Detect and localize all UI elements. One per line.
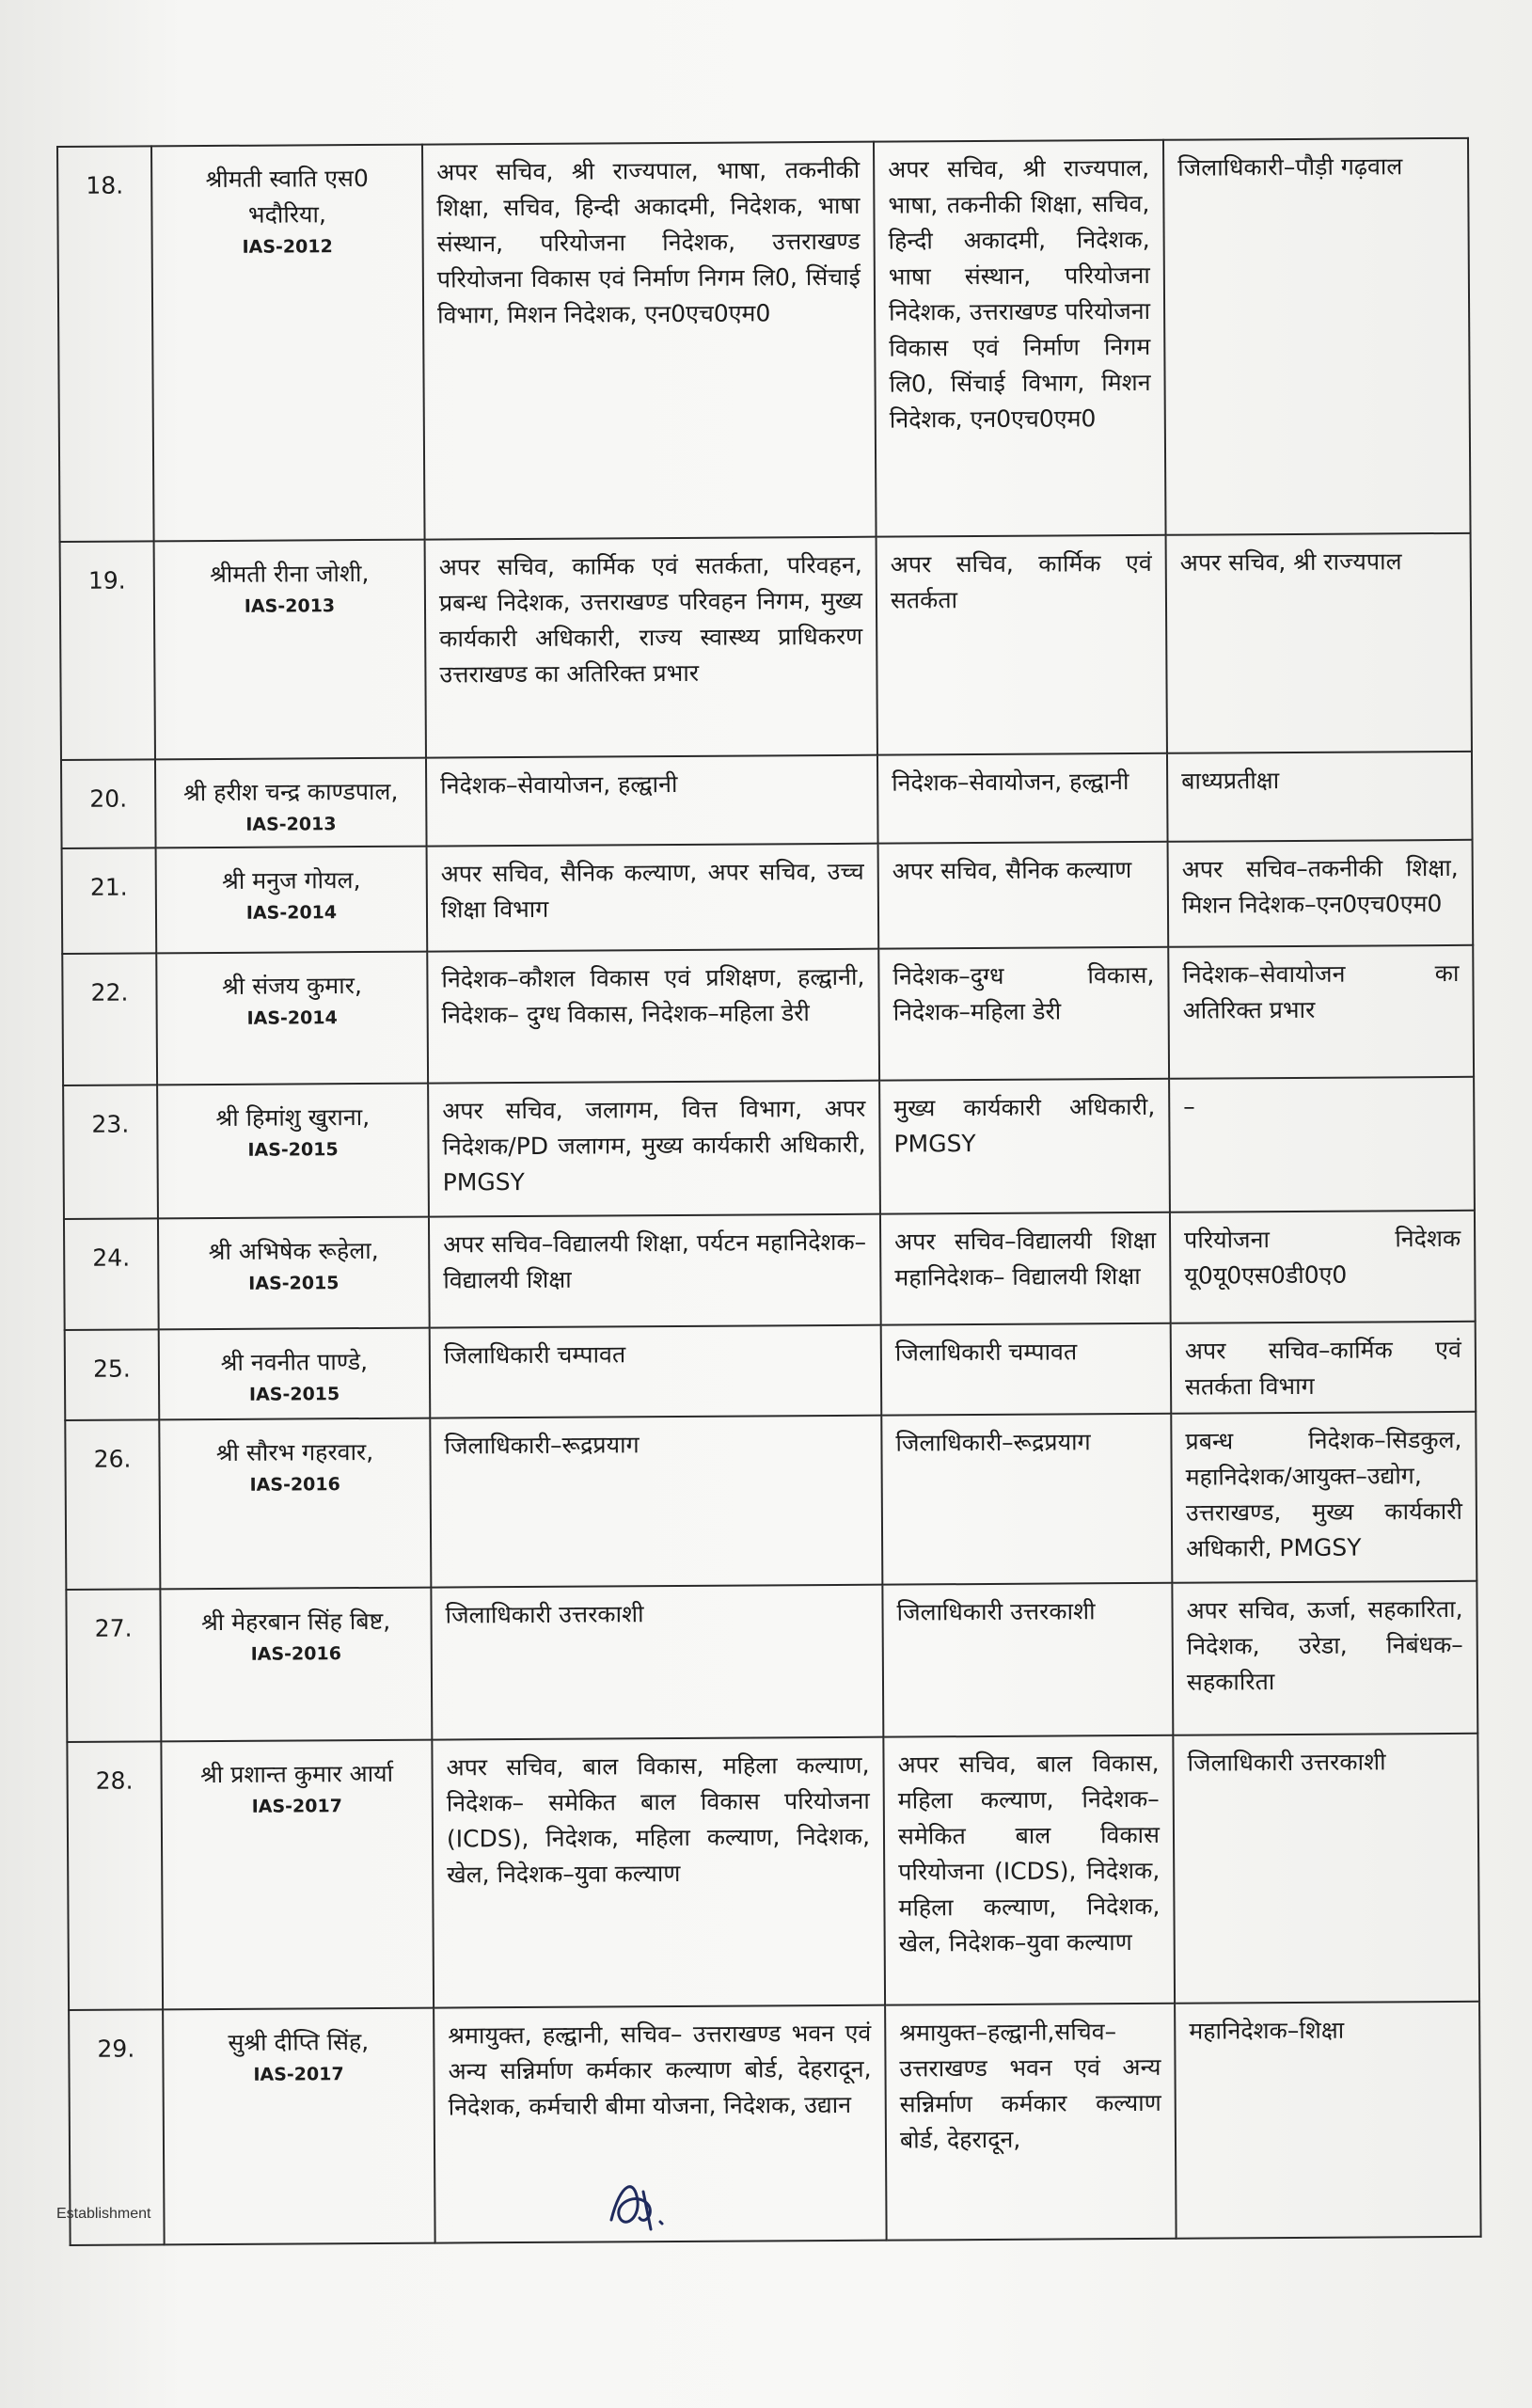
- new-posting-cell: जिलाधिकारी उत्तरकाशी: [1173, 1734, 1479, 2004]
- removed-posting-cell: अपर सचिव, सैनिक कल्याण: [878, 842, 1169, 949]
- officer-name-cell: [159, 1328, 431, 1420]
- current-posting-cell: जिलाधिकारी चम्पावत: [430, 1325, 882, 1418]
- officer-name-cell: [161, 1740, 434, 2010]
- officer-name: श्री मेहरबान सिंह बिष्ट,: [200, 1607, 391, 1637]
- officer-name-cell: [157, 1084, 429, 1219]
- officer-name: श्री हरीश चन्द्र काण्डपाल,: [182, 777, 399, 807]
- serial-number-cell: 20.: [61, 759, 156, 848]
- serial-number-cell: 25.: [65, 1329, 160, 1420]
- serial-number-cell: 22.: [62, 953, 157, 1085]
- officer-batch: IAS-2015: [247, 1139, 339, 1161]
- officer-name: श्री प्रशान्त कुमार आर्या: [199, 1759, 394, 1789]
- table-row: [60, 533, 1472, 760]
- officer-batch: IAS-2017: [253, 2064, 344, 2085]
- officer-name-cell: [154, 540, 426, 760]
- officer-name: श्रीमती रीना जोशी,: [210, 559, 370, 589]
- serial-number-cell: 24.: [64, 1218, 159, 1330]
- officer-batch: IAS-2015: [248, 1273, 340, 1294]
- officer-name-cell: [156, 952, 428, 1085]
- serial-number-cell: 29.: [69, 2009, 165, 2245]
- current-posting-cell: अपर सचिव, बाल विकास, महिला कल्याण, निदेशक– समेकित बाल विकास परियोजना (ICDS), निदेशक, महिला कल्याण, निदेशक, खेल, निदेशक–युवा कल्याण: [432, 1737, 885, 2008]
- table-row: [61, 752, 1473, 848]
- current-posting-cell: जिलाधिकारी–रूद्रप्रयाग: [430, 1416, 882, 1588]
- serial-number-cell: 23.: [63, 1085, 158, 1219]
- officer-batch: IAS-2016: [249, 1474, 340, 1496]
- current-posting-cell: निदेशक–कौशल विकास एवं प्रशिक्षण, हल्द्वानी, निदेशक– दुग्ध विकास, निदेशक–महिला डेरी: [427, 949, 879, 1084]
- new-posting-cell: –: [1169, 1077, 1475, 1212]
- transfer-table: [56, 137, 1482, 2246]
- removed-posting-cell: निदेशक–दुग्ध विकास, निदेशक–महिला डेरी: [878, 947, 1169, 1081]
- table-row: [69, 2002, 1480, 2245]
- officer-name: श्री नवनीत पाण्डे,: [220, 1348, 369, 1376]
- officer-name: श्री अभिषेक रूहेला,: [208, 1236, 379, 1266]
- current-posting-cell: अपर सचिव, जलागम, वित्त विभाग, अपर निदेशक/PD जलागम, मुख्य कार्यकारी अधिकारी, PMGSY: [428, 1081, 880, 1217]
- table-row: [62, 945, 1474, 1085]
- officer-name: श्री मनुज गोयल,: [221, 866, 361, 895]
- new-posting-cell: अपर सचिव–कार्मिक एवं सतर्कता विभाग: [1171, 1322, 1477, 1414]
- officer-batch: IAS-2014: [246, 1007, 338, 1029]
- officer-batch: IAS-2014: [245, 902, 338, 924]
- removed-posting-cell: जिलाधिकारी उत्तरकाशी: [882, 1583, 1173, 1737]
- removed-posting-cell: मुख्य कार्यकारी अधिकारी, PMGSY: [879, 1079, 1170, 1214]
- signature-icon: [602, 2163, 696, 2239]
- new-posting-cell: अपर सचिव, ऊर्जा, सहकारिता, निदेशक, उरेडा, निबंधक–सहकारिता: [1172, 1581, 1477, 1735]
- officer-name-cell: [163, 2008, 435, 2245]
- officer-batch: IAS-2013: [245, 814, 337, 835]
- table-row: [63, 1077, 1475, 1219]
- serial-number-cell: 28.: [67, 1741, 163, 2010]
- serial-number-cell: 19.: [60, 541, 155, 760]
- table-row: [65, 1322, 1477, 1420]
- officer-batch: IAS-2016: [250, 1643, 341, 1665]
- removed-posting-cell: श्रमायुक्त–हल्द्वानी,सचिव–उत्तराखण्ड भवन एवं अन्य सन्निर्माण कर्मकार कल्याण बोर्ड, देहरादून,: [885, 2004, 1177, 2241]
- current-posting-cell: अपर सचिव, श्री राज्यपाल, भाषा, तकनीकी शिक्षा, सचिव, हिन्दी अकादमी, निदेशक, भाषा संस्थान, परियोजना निदेशक, उत्तराखण्ड परियोजना विकास एवं निर्माण निगम लि0, सिंचाई विभाग, मिशन निदेशक, एन0एच0एम0: [422, 142, 877, 540]
- officer-name-cell: [151, 145, 425, 542]
- table-row: [62, 840, 1474, 954]
- serial-number-cell: 27.: [66, 1589, 161, 1742]
- officer-batch: IAS-2017: [251, 1796, 342, 1817]
- current-posting-cell: जिलाधिकारी उत्तरकाशी: [431, 1585, 883, 1740]
- officer-name: श्री हिमांशु खुराना,: [215, 1102, 371, 1132]
- removed-posting-cell: अपर सचिव, कार्मिक एवं सतर्कता: [877, 535, 1167, 755]
- officer-name: श्री संजय कुमार,: [221, 972, 362, 1000]
- officer-name: श्रीमती स्वाति एस0 भदौरिया,: [205, 164, 369, 229]
- footer-label: Establishment: [56, 2206, 151, 2222]
- new-posting-cell: अपर सचिव, श्री राज्यपाल: [1166, 533, 1472, 753]
- current-posting-cell: श्रमायुक्त, हल्द्वानी, सचिव– उत्तराखण्ड भवन एवं अन्य सन्निर्माण कर्मकार कल्याण बोर्ड, देहरादून, निदेशक, कर्मचारी बीमा योजना, निदेशक, उद्यान: [434, 2005, 887, 2243]
- table-row: [65, 1412, 1477, 1590]
- current-posting-cell: अपर सचिव, सैनिक कल्याण, अपर सचिव, उच्च शिक्षा विभाग: [427, 844, 879, 952]
- serial-number-cell: 26.: [65, 1419, 160, 1590]
- officer-name-cell: [159, 1418, 431, 1590]
- removed-posting-cell: निदेशक–सेवायोजन, हल्द्वानी: [877, 753, 1168, 844]
- new-posting-cell: प्रबन्ध निदेशक–सिडकुल, महानिदेशक/आयुक्त–उद्योग, उत्तराखण्ड, मुख्य कार्यकारी अधिकारी, PMGSY: [1171, 1412, 1477, 1583]
- current-posting-cell: निदेशक–सेवायोजन, हल्द्वानी: [426, 755, 878, 847]
- officer-name: सुश्री दीप्ति सिंह,: [228, 2028, 370, 2056]
- new-posting-cell: अपर सचिव–तकनीकी शिक्षा, मिशन निदेशक–एन0एच0एम0: [1168, 840, 1474, 947]
- new-posting-cell: महानिदेशक–शिक्षा: [1175, 2002, 1481, 2239]
- officer-batch: IAS-2015: [248, 1384, 340, 1405]
- officer-name-cell: [158, 1217, 430, 1330]
- new-posting-cell: जिलाधिकारी–पौड़ी गढ़वाल: [1163, 138, 1471, 535]
- current-posting-cell: अपर सचिव, कार्मिक एवं सतर्कता, परिवहन, प्रबन्ध निदेशक, उत्तराखण्ड परिवहन निगम, मुख्य कार्यकारी अधिकारी, राज्य स्वास्थ्य प्राधिकरण उत्तराखण्ड का अतिरिक्त प्रभार: [425, 537, 877, 758]
- new-posting-cell: परियोजना निदेशक यू0यू0एस0डी0ए0: [1170, 1211, 1476, 1323]
- current-posting-cell: अपर सचिव–विद्यालयी शिक्षा, पर्यटन महानिदेशक– विद्यालयी शिक्षा: [429, 1214, 881, 1328]
- new-posting-cell: बाध्यप्रतीक्षा: [1167, 752, 1473, 842]
- officer-name-cell: [156, 847, 428, 954]
- table-row: [57, 138, 1471, 542]
- table-body: [57, 138, 1481, 2245]
- table-row: [66, 1581, 1477, 1742]
- removed-posting-cell: जिलाधिकारी–रूद्रप्रयाग: [881, 1414, 1172, 1585]
- table-row: [64, 1211, 1476, 1330]
- removed-posting-cell: जिलाधिकारी चम्पावत: [881, 1323, 1172, 1416]
- removed-posting-cell: अपर सचिव–विद्यालयी शिक्षा महानिदेशक– विद्यालयी शिक्षा: [880, 1212, 1171, 1325]
- removed-posting-cell: अपर सचिव, बाल विकास, महिला कल्याण, निदेशक–समेकित बाल विकास परियोजना (ICDS), निदेशक, महिला कल्याण, निदेशक, खेल, निदेशक–युवा कल्याण: [883, 1735, 1175, 2005]
- removed-posting-cell: अपर सचिव, श्री राज्यपाल, भाषा, तकनीकी शिक्षा, सचिव, हिन्दी अकादमी, निदेशक, भाषा संस्थान, परियोजना निदेशक, उत्तराखण्ड परियोजना विकास एवं निर्माण निगम लि0, सिंचाई विभाग, मिशन निदेशक, एन0एच0एम0: [874, 140, 1166, 537]
- officer-batch: IAS-2012: [242, 236, 333, 258]
- serial-number-cell: 18.: [57, 146, 154, 542]
- officer-name-cell: [160, 1588, 432, 1742]
- officer-name: श्री सौरभ गहरवार,: [215, 1437, 374, 1466]
- table-row: [67, 1734, 1479, 2010]
- serial-number-cell: 21.: [62, 848, 157, 954]
- officer-name-cell: [155, 758, 427, 848]
- new-posting-cell: निदेशक–सेवायोजन का अतिरिक्त प्रभार: [1168, 945, 1474, 1079]
- officer-batch: IAS-2013: [244, 595, 336, 617]
